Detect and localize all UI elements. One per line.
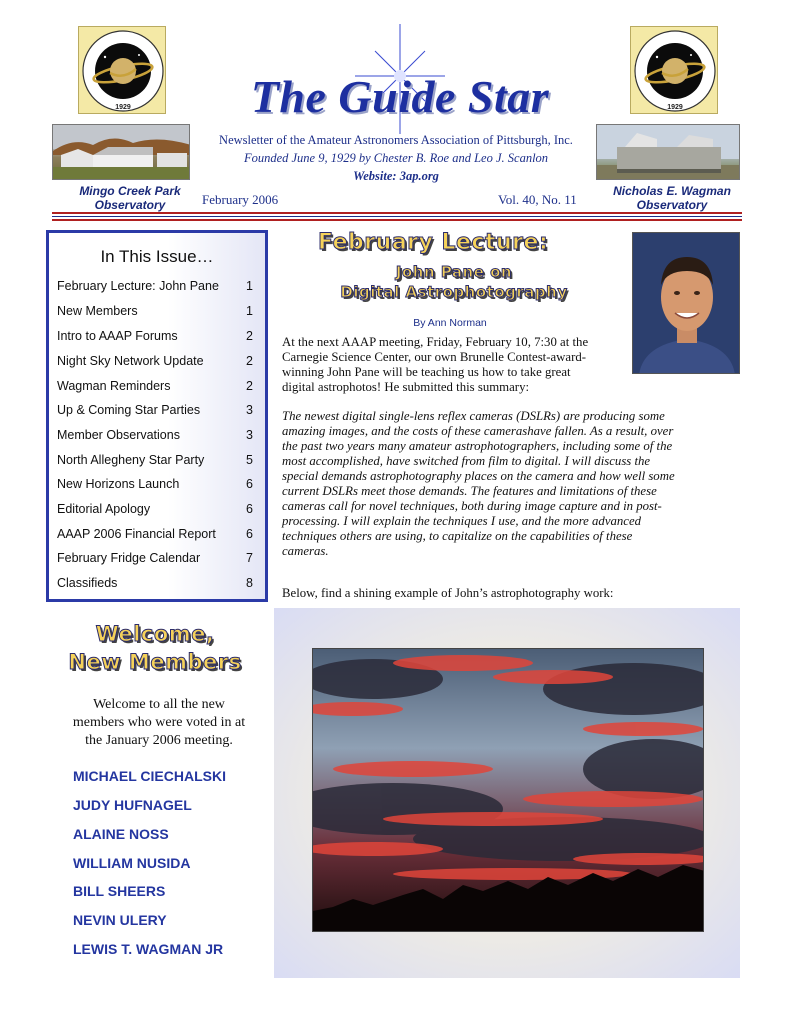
- toc-item[interactable]: Night Sky Network Update 2: [57, 354, 253, 368]
- issue-volume: Vol. 40, No. 11: [498, 192, 577, 207]
- new-member-name: JUDY HUFNAGEL: [73, 797, 192, 813]
- new-member-name: NEVIN ULERY: [73, 912, 167, 928]
- toc-item[interactable]: Member Observations 3: [57, 428, 253, 442]
- header-rule-top: [52, 212, 742, 214]
- new-member-name: LEWIS T. WAGMAN JR: [73, 941, 224, 957]
- header-rule-middle: [52, 216, 742, 217]
- issue-date: February 2006: [202, 192, 279, 207]
- svg-text:1929: 1929: [667, 104, 683, 111]
- website-line: Website: 3ap.org: [353, 169, 439, 183]
- welcome-heading: Welcome, New Members: [68, 622, 242, 674]
- lecture-heading: February Lecture:: [318, 230, 549, 255]
- toc-item[interactable]: New Members 1: [57, 304, 253, 318]
- mingo-creek-observatory-photo: [52, 124, 190, 180]
- newsletter-subtitle: Newsletter of the Amateur Astronomers Association of Pittsburgh, Inc.: [219, 133, 573, 147]
- toc-item[interactable]: New Horizons Launch 6: [57, 477, 253, 491]
- in-this-issue-title: In This Issue…: [100, 247, 214, 266]
- toc-item[interactable]: Up & Coming Star Parties 3: [57, 403, 253, 417]
- toc-item[interactable]: North Allegheny Star Party 5: [57, 453, 253, 467]
- new-member-name: MICHAEL CIECHALSKI: [73, 768, 226, 784]
- founded-line: Founded June 9, 1929 by Chester B. Roe and Leo J. Scanlon: [243, 151, 549, 165]
- sunset-astrophoto: [312, 648, 704, 932]
- new-member-name: WILLIAM NUSIDA: [73, 855, 191, 871]
- in-this-issue-box: [46, 230, 268, 602]
- new-member-name: BILL SHEERS: [73, 883, 166, 899]
- welcome-intro: Welcome to all the new members who were voted in at the January 2006 meeting.: [72, 697, 246, 748]
- lecture-intro: At the next AAAP meeting, Friday, February 10, 7:30 at the Carnegie Science Center, our own Brunelle Contest-award- winning John Pane will be teaching us how to take great digital astrophotos! He submitted this summary:: [282, 335, 589, 394]
- lecture-subheading: John Pane on Digital Astrophotography: [340, 263, 568, 301]
- toc-item[interactable]: Editorial Apology 6: [57, 502, 253, 516]
- toc-item[interactable]: February Fridge Calendar 7: [57, 551, 253, 565]
- header-rule-bottom: [52, 219, 742, 221]
- svg-text:1929: 1929: [115, 104, 131, 111]
- mingo-creek-caption: Mingo Creek Park Observatory: [79, 184, 181, 212]
- toc-item[interactable]: AAAP 2006 Financial Report 6: [57, 527, 253, 541]
- toc-item[interactable]: Wagman Reminders 2: [57, 379, 253, 393]
- lecture-closing: Below, find a shining example of John’s astrophotography work:: [282, 586, 614, 600]
- toc-item[interactable]: Intro to AAAP Forums 2: [57, 329, 253, 343]
- masthead-title: The Guide Star: [250, 71, 550, 122]
- wagman-observatory-photo: [596, 124, 740, 180]
- new-member-name: ALAINE NOSS: [73, 826, 169, 842]
- article-byline: By Ann Norman: [413, 317, 487, 329]
- john-pane-portrait: [632, 232, 740, 374]
- toc-item[interactable]: Classifieds 8: [57, 576, 253, 590]
- lecture-summary: The newest digital single-lens reflex cameras (DSLRs) are producing some amazing images, and the costs of these camerashave fallen. As a result, over the past two years many amateur astrophotographers, including some of the most accomplished, have switched from film to digital. I will discuss the special demands astrophotography places on the camera and how well some current DSLRs meet those demands. The features and limitations of these cameras call for novel techniques, both during image capture and in post- processing. I will explain the techniques I use, and the more advanced techniques others are using, to capitalize on the capabilities of these cameras.: [282, 409, 675, 558]
- aaap-seal-right: [630, 26, 718, 114]
- toc-item[interactable]: February Lecture: John Pane 1: [57, 279, 253, 293]
- aaap-seal-left: [78, 26, 166, 114]
- wagman-caption: Nicholas E. Wagman Observatory: [613, 184, 731, 212]
